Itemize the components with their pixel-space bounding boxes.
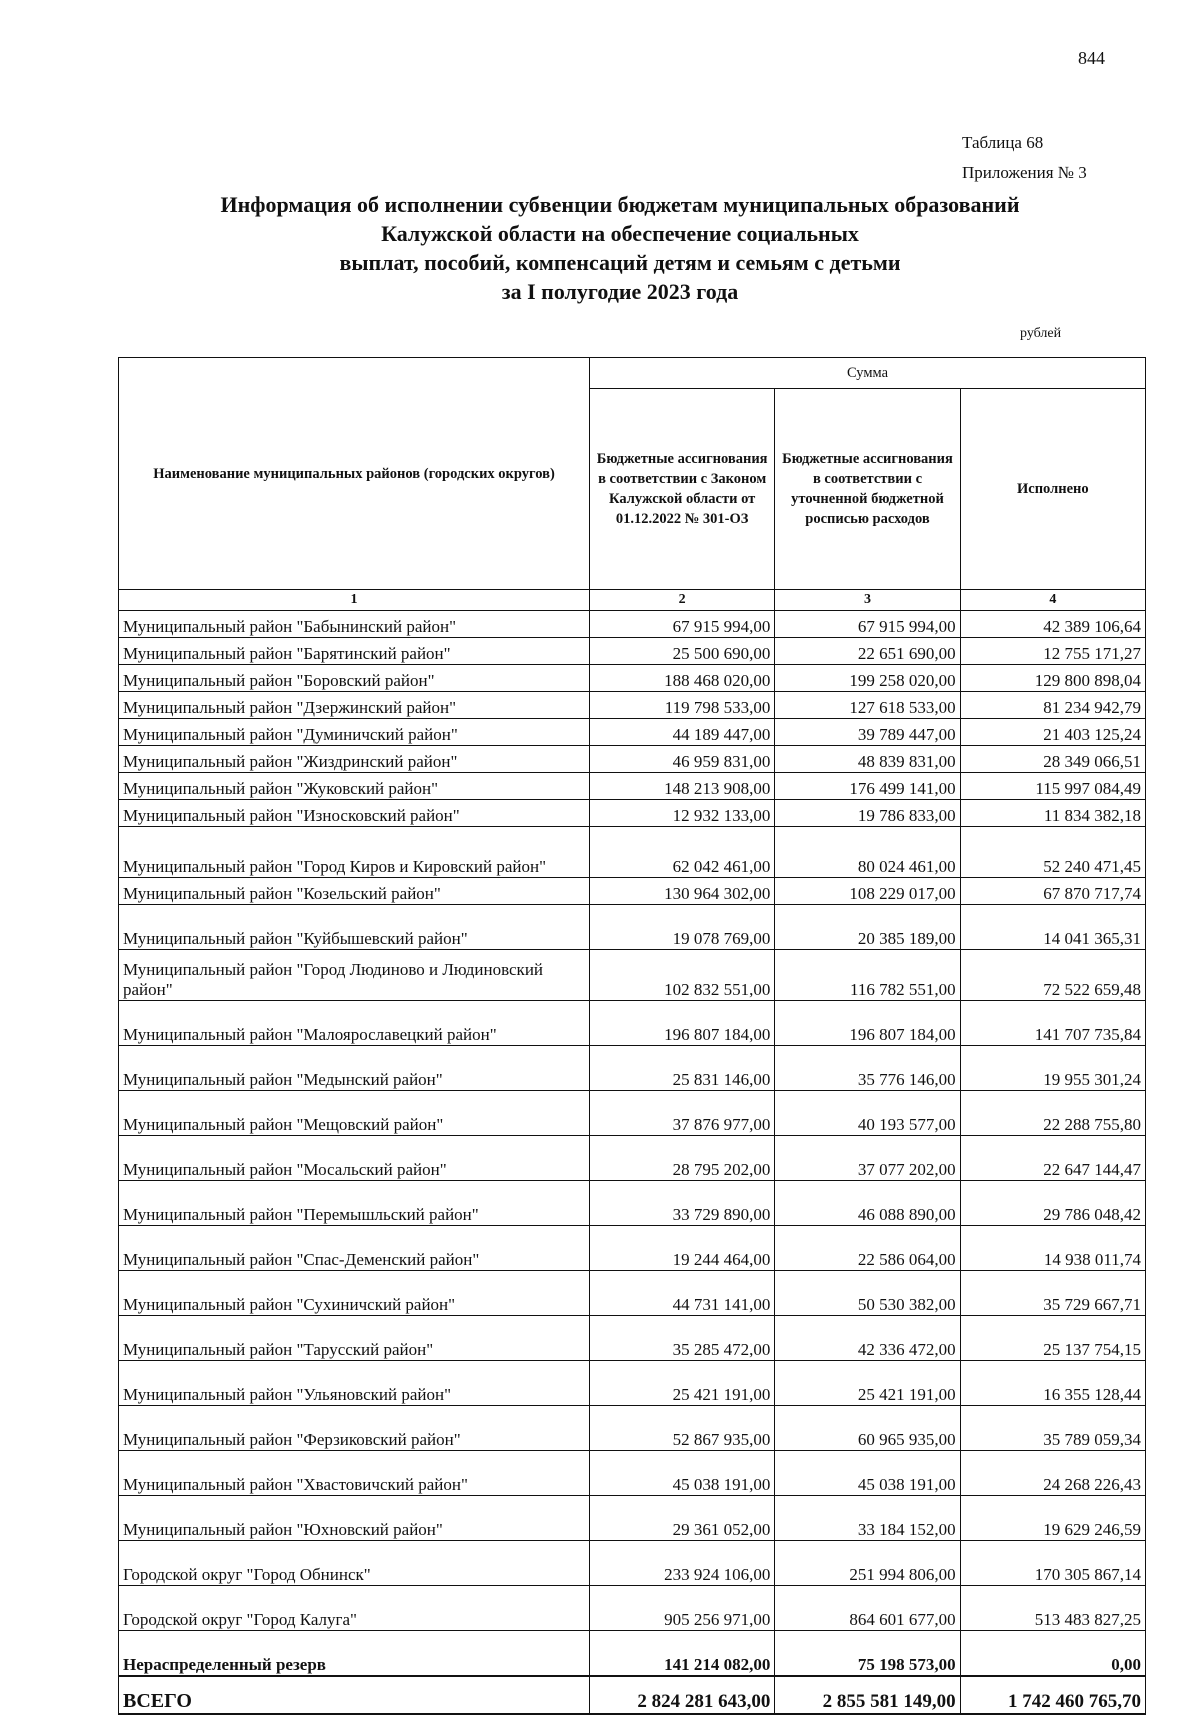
header-column-4: Исполнено [960,389,1145,590]
total-executed-amount: 1 742 460 765,70 [960,1676,1145,1714]
district-name: Муниципальный район "Медынский район" [119,1046,590,1091]
title-line: Информация об исполнении субвенции бюджетам муниципальных образований [220,192,1020,217]
table-row [119,1136,1146,1181]
law-allocation: 25 421 191,00 [590,1361,775,1406]
table-row [119,800,1146,827]
table-row [119,638,1146,665]
table-row [119,1046,1146,1091]
district-name: Муниципальный район "Ферзиковский район" [119,1406,590,1451]
table-row [119,1586,1146,1631]
column-index: 4 [960,590,1145,611]
district-name: Муниципальный район "Спас-Деменский район" [119,1226,590,1271]
table-row [119,827,1146,878]
table-row [119,773,1146,800]
law-allocation: 12 932 133,00 [590,800,775,827]
law-allocation: 62 042 461,00 [590,827,775,878]
law-allocation: 35 285 472,00 [590,1316,775,1361]
table-row [119,1451,1146,1496]
units-label: рублей [1020,326,1062,341]
executed-amount: 11 834 382,18 [960,800,1145,827]
executed-amount: 16 355 128,44 [960,1361,1145,1406]
district-name: Городской округ "Город Обнинск" [119,1541,590,1586]
revised-allocation: 35 776 146,00 [775,1046,960,1091]
executed-amount: 52 240 471,45 [960,827,1145,878]
district-name: Муниципальный район "Бабынинский район" [119,611,590,638]
district-name: Муниципальный район "Город Людиново и Людиновский район" [119,950,590,1001]
revised-allocation: 75 198 573,00 [775,1631,960,1677]
law-allocation: 119 798 533,00 [590,692,775,719]
executed-amount: 67 870 717,74 [960,878,1145,905]
law-allocation: 25 500 690,00 [590,638,775,665]
law-allocation: 196 807 184,00 [590,1001,775,1046]
law-allocation: 45 038 191,00 [590,1451,775,1496]
revised-allocation: 22 586 064,00 [775,1226,960,1271]
district-name: Муниципальный район "Город Киров и Кировский район" [119,827,590,878]
law-allocation: 67 915 994,00 [590,611,775,638]
column-index: 3 [775,590,960,611]
executed-amount: 29 786 048,42 [960,1181,1145,1226]
executed-amount: 12 755 171,27 [960,638,1145,665]
table-row [119,1271,1146,1316]
executed-amount: 19 629 246,59 [960,1496,1145,1541]
table-row [119,1496,1146,1541]
title-line: выплат, пособий, компенсаций детям и семьям с детьми [339,250,901,275]
revised-allocation: 20 385 189,00 [775,905,960,950]
district-name: Муниципальный район "Козельский район" [119,878,590,905]
executed-amount: 0,00 [960,1631,1145,1677]
executed-amount: 129 800 898,04 [960,665,1145,692]
revised-allocation: 50 530 382,00 [775,1271,960,1316]
table-row [119,1361,1146,1406]
revised-allocation: 25 421 191,00 [775,1361,960,1406]
header-sum-group: Сумма [590,358,1146,389]
district-name: Муниципальный район "Барятинский район" [119,638,590,665]
reserve-row [119,1631,1146,1677]
district-name: Муниципальный район "Малоярославецкий район" [119,1001,590,1046]
district-name: Муниципальный район "Ульяновский район" [119,1361,590,1406]
revised-allocation: 108 229 017,00 [775,878,960,905]
table-row [119,692,1146,719]
district-name: Муниципальный район "Износковский район" [119,800,590,827]
law-allocation: 148 213 908,00 [590,773,775,800]
revised-allocation: 37 077 202,00 [775,1136,960,1181]
district-name: Муниципальный район "Куйбышевский район" [119,905,590,950]
table-row [119,878,1146,905]
executed-amount: 25 137 754,15 [960,1316,1145,1361]
district-name: Муниципальный район "Тарусский район" [119,1316,590,1361]
table-row [119,746,1146,773]
revised-allocation: 116 782 551,00 [775,950,960,1001]
title-line: за I полугодие 2023 года [501,279,739,304]
executed-amount: 72 522 659,48 [960,950,1145,1001]
district-name: Муниципальный район "Сухиничский район" [119,1271,590,1316]
revised-allocation: 176 499 141,00 [775,773,960,800]
page-number: 844 [1078,48,1105,68]
district-name: Муниципальный район "Хвастовичский район" [119,1451,590,1496]
revised-allocation: 48 839 831,00 [775,746,960,773]
revised-allocation: 46 088 890,00 [775,1181,960,1226]
executed-amount: 81 234 942,79 [960,692,1145,719]
district-name: Муниципальный район "Мещовский район" [119,1091,590,1136]
district-name: Муниципальный район "Перемышльский район" [119,1181,590,1226]
table-row [119,1541,1146,1586]
executed-amount: 141 707 735,84 [960,1001,1145,1046]
executed-amount: 22 647 144,47 [960,1136,1145,1181]
total-row [119,1676,1146,1714]
table-number: Таблица 68 [962,133,1044,152]
column-index: 2 [590,590,775,611]
executed-amount: 14 938 011,74 [960,1226,1145,1271]
law-allocation: 905 256 971,00 [590,1586,775,1631]
table-reference [962,128,1087,188]
table-row [119,905,1146,950]
table-row [119,665,1146,692]
revised-allocation: 196 807 184,00 [775,1001,960,1046]
law-allocation: 28 795 202,00 [590,1136,775,1181]
revised-allocation: 80 024 461,00 [775,827,960,878]
law-allocation: 37 876 977,00 [590,1091,775,1136]
law-allocation: 52 867 935,00 [590,1406,775,1451]
executed-amount: 42 389 106,64 [960,611,1145,638]
revised-allocation: 40 193 577,00 [775,1091,960,1136]
law-allocation: 44 731 141,00 [590,1271,775,1316]
revised-allocation: 67 915 994,00 [775,611,960,638]
law-allocation: 44 189 447,00 [590,719,775,746]
document-title [120,190,1120,306]
executed-amount: 19 955 301,24 [960,1046,1145,1091]
law-allocation: 233 924 106,00 [590,1541,775,1586]
revised-allocation: 42 336 472,00 [775,1316,960,1361]
district-name: Городской округ "Город Калуга" [119,1586,590,1631]
revised-allocation: 251 994 806,00 [775,1541,960,1586]
executed-amount: 513 483 827,25 [960,1586,1145,1631]
law-allocation: 25 831 146,00 [590,1046,775,1091]
appendix-number: Приложения № 3 [962,163,1087,182]
executed-amount: 35 729 667,71 [960,1271,1145,1316]
district-name: Муниципальный район "Жуковский район" [119,773,590,800]
total-law-allocation: 2 824 281 643,00 [590,1676,775,1714]
law-allocation: 33 729 890,00 [590,1181,775,1226]
law-allocation: 46 959 831,00 [590,746,775,773]
table-row [119,1181,1146,1226]
revised-allocation: 19 786 833,00 [775,800,960,827]
executed-amount: 22 288 755,80 [960,1091,1145,1136]
table-row [119,1226,1146,1271]
executed-amount: 21 403 125,24 [960,719,1145,746]
revised-allocation: 127 618 533,00 [775,692,960,719]
executed-amount: 14 041 365,31 [960,905,1145,950]
total-label: ВСЕГО [119,1676,590,1714]
district-name: Муниципальный район "Жиздринский район" [119,746,590,773]
law-allocation: 141 214 082,00 [590,1631,775,1677]
table-row [119,1316,1146,1361]
header-column-2: Бюджетные ассигнования в соответствии с Законом Калужской области от 01.12.2022 № 301-ОЗ [590,389,775,590]
header-column-3: Бюджетные ассигнования в соответствии с уточненной бюджетной росписью расходов [775,389,960,590]
table-row [119,1406,1146,1451]
law-allocation: 188 468 020,00 [590,665,775,692]
revised-allocation: 39 789 447,00 [775,719,960,746]
column-index-row [119,590,1146,611]
revised-allocation: 22 651 690,00 [775,638,960,665]
district-name: Муниципальный район "Юхновский район" [119,1496,590,1541]
revised-allocation: 864 601 677,00 [775,1586,960,1631]
executed-amount: 115 997 084,49 [960,773,1145,800]
table-row [119,611,1146,638]
table-row [119,1001,1146,1046]
district-name: Муниципальный район "Боровский район" [119,665,590,692]
revised-allocation: 45 038 191,00 [775,1451,960,1496]
revised-allocation: 199 258 020,00 [775,665,960,692]
budget-table [118,357,1146,1715]
district-name: Муниципальный район "Думиничский район" [119,719,590,746]
law-allocation: 19 244 464,00 [590,1226,775,1271]
district-name: Муниципальный район "Мосальский район" [119,1136,590,1181]
column-index: 1 [119,590,590,611]
executed-amount: 35 789 059,34 [960,1406,1145,1451]
executed-amount: 24 268 226,43 [960,1451,1145,1496]
executed-amount: 28 349 066,51 [960,746,1145,773]
total-revised-allocation: 2 855 581 149,00 [775,1676,960,1714]
law-allocation: 102 832 551,00 [590,950,775,1001]
table-row [119,1091,1146,1136]
law-allocation: 130 964 302,00 [590,878,775,905]
executed-amount: 170 305 867,14 [960,1541,1145,1586]
table-row [119,950,1146,1001]
law-allocation: 19 078 769,00 [590,905,775,950]
law-allocation: 29 361 052,00 [590,1496,775,1541]
revised-allocation: 60 965 935,00 [775,1406,960,1451]
title-line: Калужской области на обеспечение социальных [381,221,859,246]
district-name: Муниципальный район "Дзержинский район" [119,692,590,719]
header-name-column: Наименование муниципальных районов (городских округов) [119,358,590,590]
revised-allocation: 33 184 152,00 [775,1496,960,1541]
table-row [119,719,1146,746]
reserve-label: Нераспределенный резерв [119,1631,590,1677]
